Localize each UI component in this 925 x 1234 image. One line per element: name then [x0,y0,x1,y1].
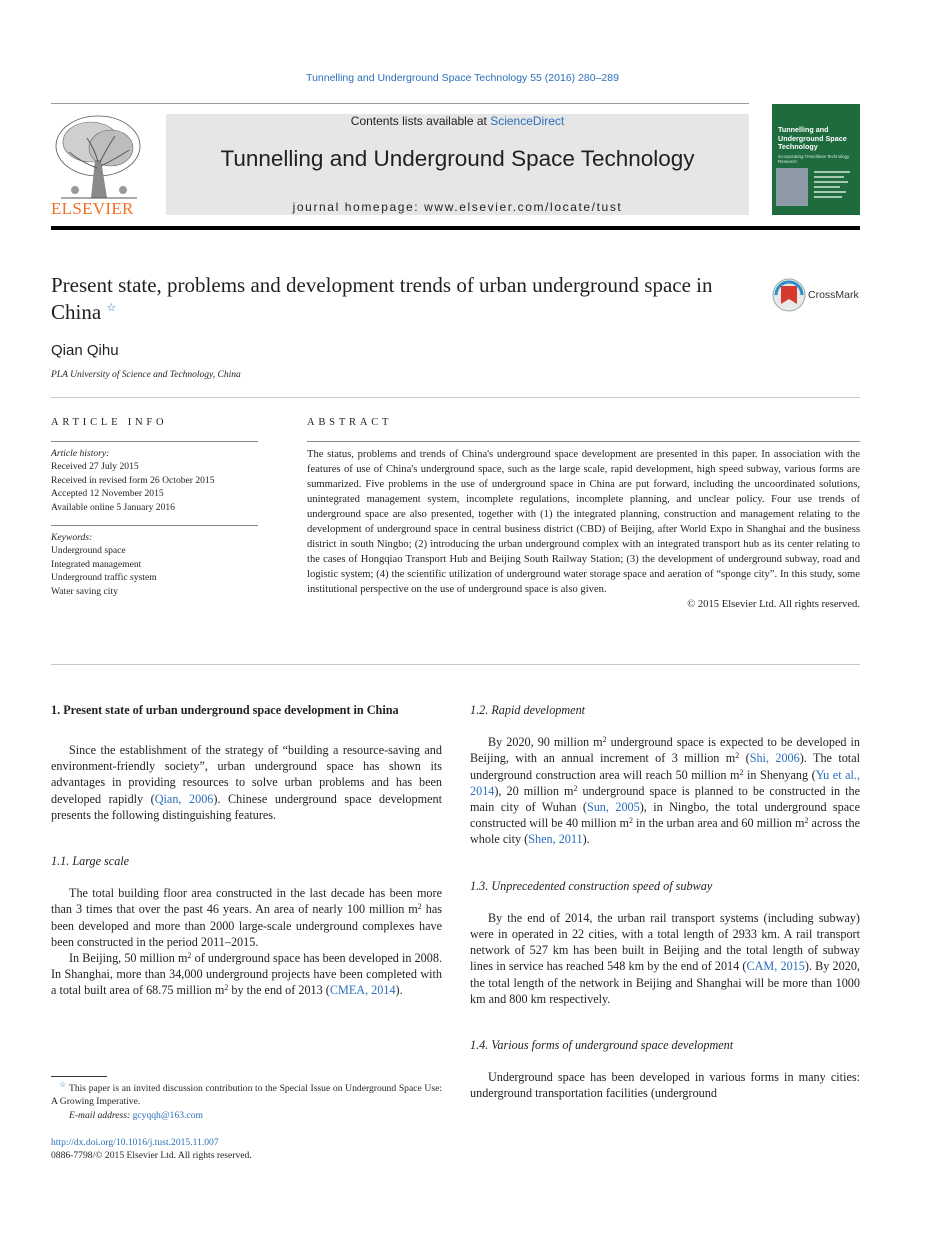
citation-link[interactable]: Shen, 2011 [528,832,583,847]
crossmark-badge[interactable] [772,278,864,312]
paragraph: Underground space has been developed in various forms in many cities: underground transportation facilities (underground [470,1070,860,1101]
citation-link[interactable]: CAM, 2015 [746,959,805,974]
cover-contents [814,168,854,206]
divider [51,441,258,442]
section-1-2-heading: 1.2. Rapid development [470,703,586,717]
divider [307,441,860,442]
history-label: Article history: [51,448,110,459]
right-column [470,702,860,1102]
crossmark-icon [772,278,806,312]
article-info-heading: ARTICLE INFO [51,417,168,428]
paragraph: By the end of 2014, the urban rail transport systems (including subway) were in operated in 22 cities, with a total length of 2933 km. A rail transport network of 527 km has been built in Beijing and the total length of subway lines in service has reached 548 km by the end of 2014 (CAM, 2015). By 2020, the total length of the network in Beijing and Shanghai will be more than 1000 km and 800 km respectively. [470,910,860,1006]
keywords-label: Keywords: [51,532,93,543]
cover-title: Tunnelling and Underground Space Technology [778,125,847,152]
history-entry: Received in revised form 26 October 2015 [51,474,215,486]
footnote: ☆ This paper is an invited discussion contribution to the Special Issue on Underground Space Use: A Growing Imperative. E-mail address: gcyqqh@163.com [51,1080,442,1121]
history-entry: Accepted 12 November 2015 [51,488,164,500]
issn-line: 0886-7798/© 2015 Elsevier Ltd. All rights reserved. [51,1150,252,1161]
citation-link[interactable]: Sun, 2005 [586,800,640,815]
paragraph: The total building floor area constructed in the last decade has been more than 3 times that over the past 46 years. An area of nearly 100 million $m^2$ has been developed and more than 2000 large-scale underground complexes have been constructed in the period 2011–2015. [51,886,442,949]
journal-cover[interactable] [772,104,860,215]
history-entry: Available online 5 January 2016 [51,501,175,513]
citation-link[interactable]: Yu et al., 2014 [470,767,861,798]
section-1-1-heading: 1.1. Large scale [51,854,130,869]
doi-link[interactable]: http://dx.doi.org/10.1016/j.tust.2015.11.007 [51,1137,219,1148]
email-link[interactable]: gcyqqh@163.com [132,1109,203,1121]
header-rule [51,103,749,104]
paragraph: Since the establishment of the strategy of “building a resource-saving and environment-friendly society”, urban underground space has shown its advantages in providing resources to solve urban problems and has been developed rapidly (Qian, 2006). Chinese underground space development presents the following distinguishing features. [51,743,442,822]
abstract-body [307,447,860,612]
cover-photo [776,168,808,206]
citation-link[interactable]: Qian, 2006 [154,791,214,806]
crossmark-label: CrossMark [808,289,859,301]
author-affiliation: PLA University of Science and Technology, China [51,370,241,380]
keyword-item: Underground space [51,545,126,557]
citation-link[interactable]: CMEA, 2014 [329,983,396,998]
keyword-item: Integrated management [51,558,142,570]
paragraph: In Beijing, 50 million $m^2$ of underground space has been developed in 2008. In Shanghai, more than 34,000 underground projects have been completed with a total built area of 68.75 million $m^2$ by the end of 2013 (CMEA, 2014). [51,951,442,998]
contents-line: Contents lists available at ScienceDirect [350,114,565,128]
footnote-marker: ☆ [59,1080,67,1089]
abstract-heading: ABSTRACT [307,417,393,428]
keywords [51,531,258,598]
journal-reference[interactable]: Tunnelling and Underground Space Technology 55 (2016) 280–289 [306,72,619,84]
sciencedirect-link[interactable]: ScienceDirect [490,114,565,128]
author-name: Qian Qihu [51,342,119,359]
divider [51,664,860,665]
article-history [51,447,258,514]
keyword-item: Underground traffic system [51,572,157,584]
paragraph: By 2020, 90 million $m^2$ underground space is expected to be developed in Beijing, with an annual increment of 3 million $m^2$ (Shi, 2006). The total underground construction area will reach 50 million $m^2$ in Shenyang (Yu et al., 2014), 20 million $m^2$ underground space is planned to be constructed in the main city of Wuhan (Sun, 2005), in Ningbo, the total underground space constructed will be 40 million $m^2$ in the urban area and 60 million $m^2$ across the whole city (Shen, 2011). [470,735,861,847]
divider [51,397,860,398]
abstract-copyright: © 2015 Elsevier Ltd. All rights reserved. [687,599,860,610]
journal-homepage[interactable]: journal homepage: www.elsevier.com/locate/tust [292,200,623,214]
keyword-item: Water saving city [51,585,118,597]
title-footnote-marker[interactable]: ☆ [106,302,117,314]
cover-subtitle: incorporating Trenchless Technology Research [778,153,850,165]
abstract-text: The status, problems and trends of China's underground space development are presented in this paper. In association with the features of use of China's underground space, such as the large scale, rapid development, high speed subway, various forms are summarized. Five problems in the use of underground space in China are put forward, including the uncoordinated solutions, unintegrated management system, incomplete regulations, incomplete planning, and unclear policy. Four use trends of underground space are also presented, together with (1) the integrated planning, construction and management relating to the development of underground space in central business district (CBD) of Beijing, after World Expo in Shanghai and the business district in south Ningbo; (2) introducing the urban underground complex with an integrated transport hub as its center relating to the cases of Hongqiao Transport Hub and Beijing South Railway Station; (3) the development of underground subway, road and logistic system; (4) the scientific utilization of underground water storage space and aeration of “sponge city”. In this study, some institutional perspective on the use of underground space is also given. [307,449,860,595]
section-1-3-heading: 1.3. Unprecedented construction speed of subway [470,878,713,893]
divider [51,525,258,526]
header-thick-rule [51,226,860,230]
citation-link[interactable]: Shi, 2006 [749,751,800,766]
journal-title: Tunnelling and Underground Space Technology [220,146,695,171]
tree-icon [51,112,146,200]
section-1-4-heading: 1.4. Various forms of underground space development [470,1038,734,1053]
footnote-rule [51,1076,107,1077]
left-column [51,702,442,999]
history-entry: Received 27 July 2015 [51,461,139,473]
section-1-heading: 1. Present state of urban underground space development in China [51,703,399,717]
paper-title: Present state, problems and development trends of urban underground space in China ☆ [51,273,713,324]
publisher-name: ELSEVIER [51,199,134,218]
